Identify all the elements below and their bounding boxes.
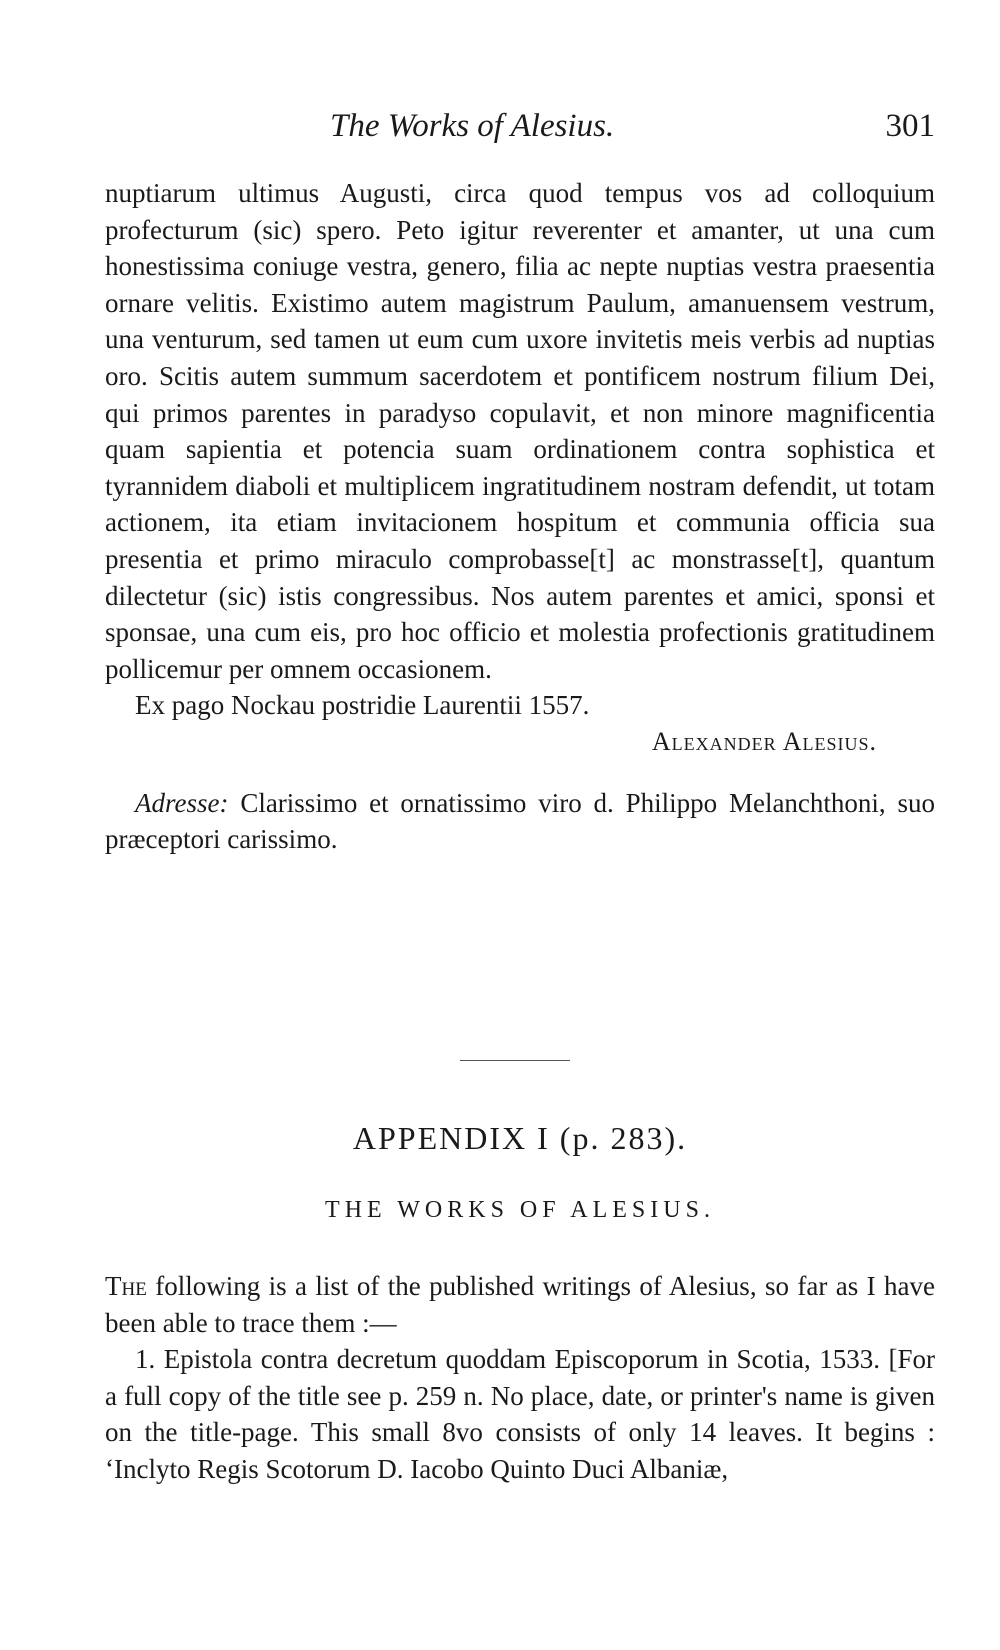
address-label: Adresse:	[135, 787, 229, 818]
appendix-title: APPENDIX I (p. 283).	[352, 1120, 688, 1156]
intro-rest: following is a list of the published writings of Alesius, so far as I have been able to trace them :—	[105, 1271, 935, 1338]
letter-address	[105, 785, 935, 858]
appendix-subtitle: THE WORKS OF ALESIUS.	[325, 1197, 715, 1223]
letter-signature: Alexander Alesius.	[651, 726, 877, 756]
running-title: The Works of Alesius.	[330, 108, 615, 144]
address-text: Clarissimo et ornatissimo viro d. Philippo Melanchthoni, suo præceptori carissimo.	[105, 787, 935, 855]
appendix-body	[105, 1268, 935, 1488]
appendix-item-1: 1. Epistola contra decretum quoddam Episcoporum in Scotia, 1533. [For a full copy of the title see p. 259 n. No place, date, or printer's name is given on the title-page. This small 8vo consists of only 14 leaves. It begins : ‘Inclyto Regis Scotorum D. Iacobo Quinto Duci Albaniæ,	[105, 1344, 935, 1484]
section-separator	[460, 1060, 570, 1061]
running-head	[105, 108, 935, 148]
appendix-intro	[105, 1268, 935, 1341]
intro-first-word: The	[105, 1271, 147, 1301]
letter-paragraph: nuptiarum ultimus Augusti, circa quod tempus vos ad colloquium profecturum (sic) spero. Peto igitur reverenter et amanter, ut una cum honestissima coniuge vestra, genero, filia ac nepte nuptias vestra praesentia ornare velitis. Existimo autem magistrum Paulum, amanuensem vestrum, una venturum, sed tamen ut eum cum uxore invitetis meis verbis ad nuptias oro. Scitis autem summum sacerdotem et pontificem nostrum filium Dei, qui primos parentes in paradyso copulavit, et non minore magnificentia quam sapientia et potencia suam ordinationem contra sophistica et tyrannidem diaboli et multiplicem ingratitudinem nostram defendit, ut totam actionem, ita etiam invitacionem hospitum et communia officia sua presentia et primo miraculo comprobasse[t] ac monstrasse[t], quantum dilectetur (sic) istis congressibus. Nos autem parentes et amici, sponsi et sponsae, una cum eis, pro hoc officio et molestia profectionis gratitudinem pollicemur per omnem occasionem.	[105, 178, 935, 684]
letter-body	[105, 175, 935, 858]
page-number: 301	[885, 108, 935, 144]
letter-dateline: Ex pago Nockau postridie Laurentii 1557.	[135, 690, 590, 721]
